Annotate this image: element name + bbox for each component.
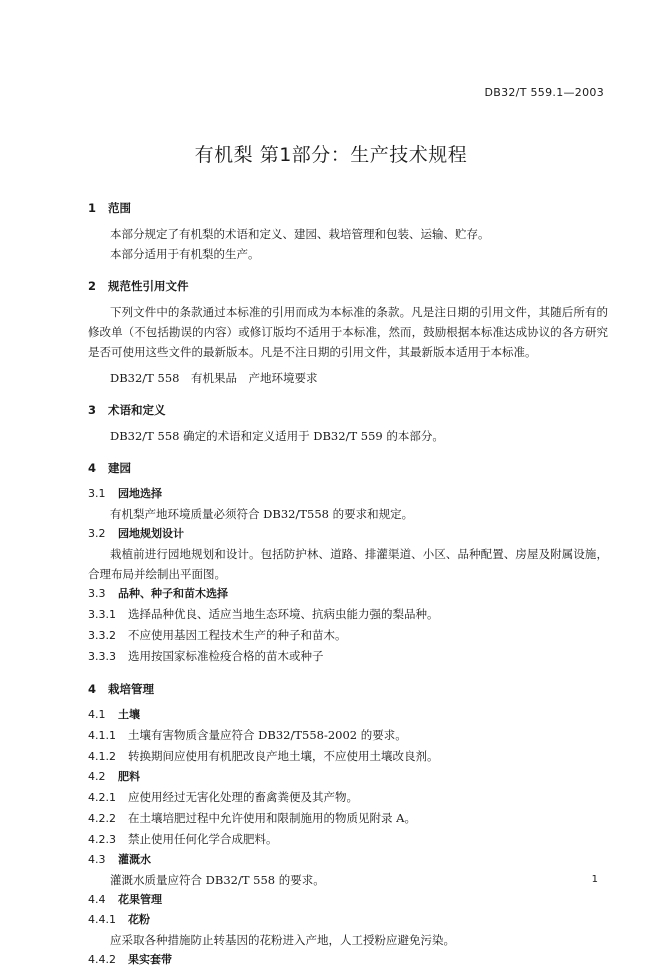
paragraph: DB32/T 558 确定的术语和定义适用于 DB32/T 559 的本部分。 — [110, 429, 444, 443]
paragraph: 栽植前进行园地规划和设计。包括防护林、道路、排灌渠道、小区、品种配置、房屋及附属设施，合理布局并绘制出平面图。 — [88, 547, 608, 581]
subsection-heading: 4.4 花果管理 — [88, 893, 162, 906]
paragraph: 下列文件中的条款通过本标准的引用而成为本标准的条款。凡是注日期的引用文件，其随后所有的修改单（不包括勘误的内容）或修订版均不适用于本标准，然而，鼓励根据本标准达成协议的各方研究是否可使用这些文件的最新版本。凡是不注日期的引用文件，其最新版本适用于本标准。 — [88, 305, 608, 359]
section-heading: 4 栽培管理 — [88, 682, 154, 696]
page-number: 1 — [591, 874, 598, 885]
subsection-heading: 4.2 肥料 — [88, 770, 140, 783]
subsection-heading: 3.3 品种、种子和苗木选择 — [88, 587, 228, 600]
paragraph: 灌溉水质量应符合 DB32/T 558 的要求。 — [110, 873, 325, 887]
subsection-heading: 4.3 灌溉水 — [88, 853, 151, 866]
list-item: 4.2.2 在土壤培肥过程中允许使用和限制施用的物质见附录 A。 — [88, 811, 416, 825]
list-item: 3.3.1 选择品种优良、适应当地生态环境、抗病虫能力强的梨品种。 — [88, 607, 439, 621]
subsection-heading: 3.2 园地规划设计 — [88, 527, 184, 540]
document-code: DB32/T 559.1—2003 — [484, 86, 604, 99]
subsubsection-heading: 4.4.2 果实套带 — [88, 953, 172, 966]
section-heading: 3 术语和定义 — [88, 403, 166, 417]
list-item: 3.3.3 选用按国家标准检疫合格的苗木或种子 — [88, 649, 324, 663]
subsubsection-heading: 4.4.1 花粉 — [88, 913, 150, 926]
list-item: 3.3.2 不应使用基因工程技术生产的种子和苗木。 — [88, 628, 347, 642]
list-item: 4.2.1 应使用经过无害化处理的畜禽粪便及其产物。 — [88, 790, 358, 804]
section-heading: 2 规范性引用文件 — [88, 279, 189, 293]
subsection-heading: 3.1 园地选择 — [88, 487, 162, 500]
document-title: 有机梨 第1部分：生产技术规程 — [194, 144, 468, 166]
paragraph: 本部分适用于有机梨的生产。 — [110, 247, 260, 261]
list-item: 4.1.2 转换期间应使用有机肥改良产地土壤，不应使用土壤改良剂。 — [88, 749, 439, 763]
list-item: 4.1.1 土壤有害物质含量应符合 DB32/T558-2002 的要求。 — [88, 728, 407, 742]
paragraph: 本部分规定了有机梨的术语和定义、建园、栽培管理和包装、运输、贮存。 — [110, 227, 490, 241]
reference-entry: DB32/T 558 有机果品 产地环境要求 — [110, 371, 318, 385]
paragraph: 应采取各种措施防止转基因的花粉进入产地，人工授粉应避免污染。 — [110, 933, 455, 947]
document-body — [88, 192, 608, 970]
section-heading: 1 范围 — [88, 201, 131, 215]
section-heading: 4 建园 — [88, 461, 131, 475]
list-item: 4.2.3 禁止使用任何化学合成肥料。 — [88, 832, 278, 846]
subsection-heading: 4.1 土壤 — [88, 708, 140, 721]
paragraph: 有机梨产地环境质量必须符合 DB32/T558 的要求和规定。 — [110, 507, 414, 521]
